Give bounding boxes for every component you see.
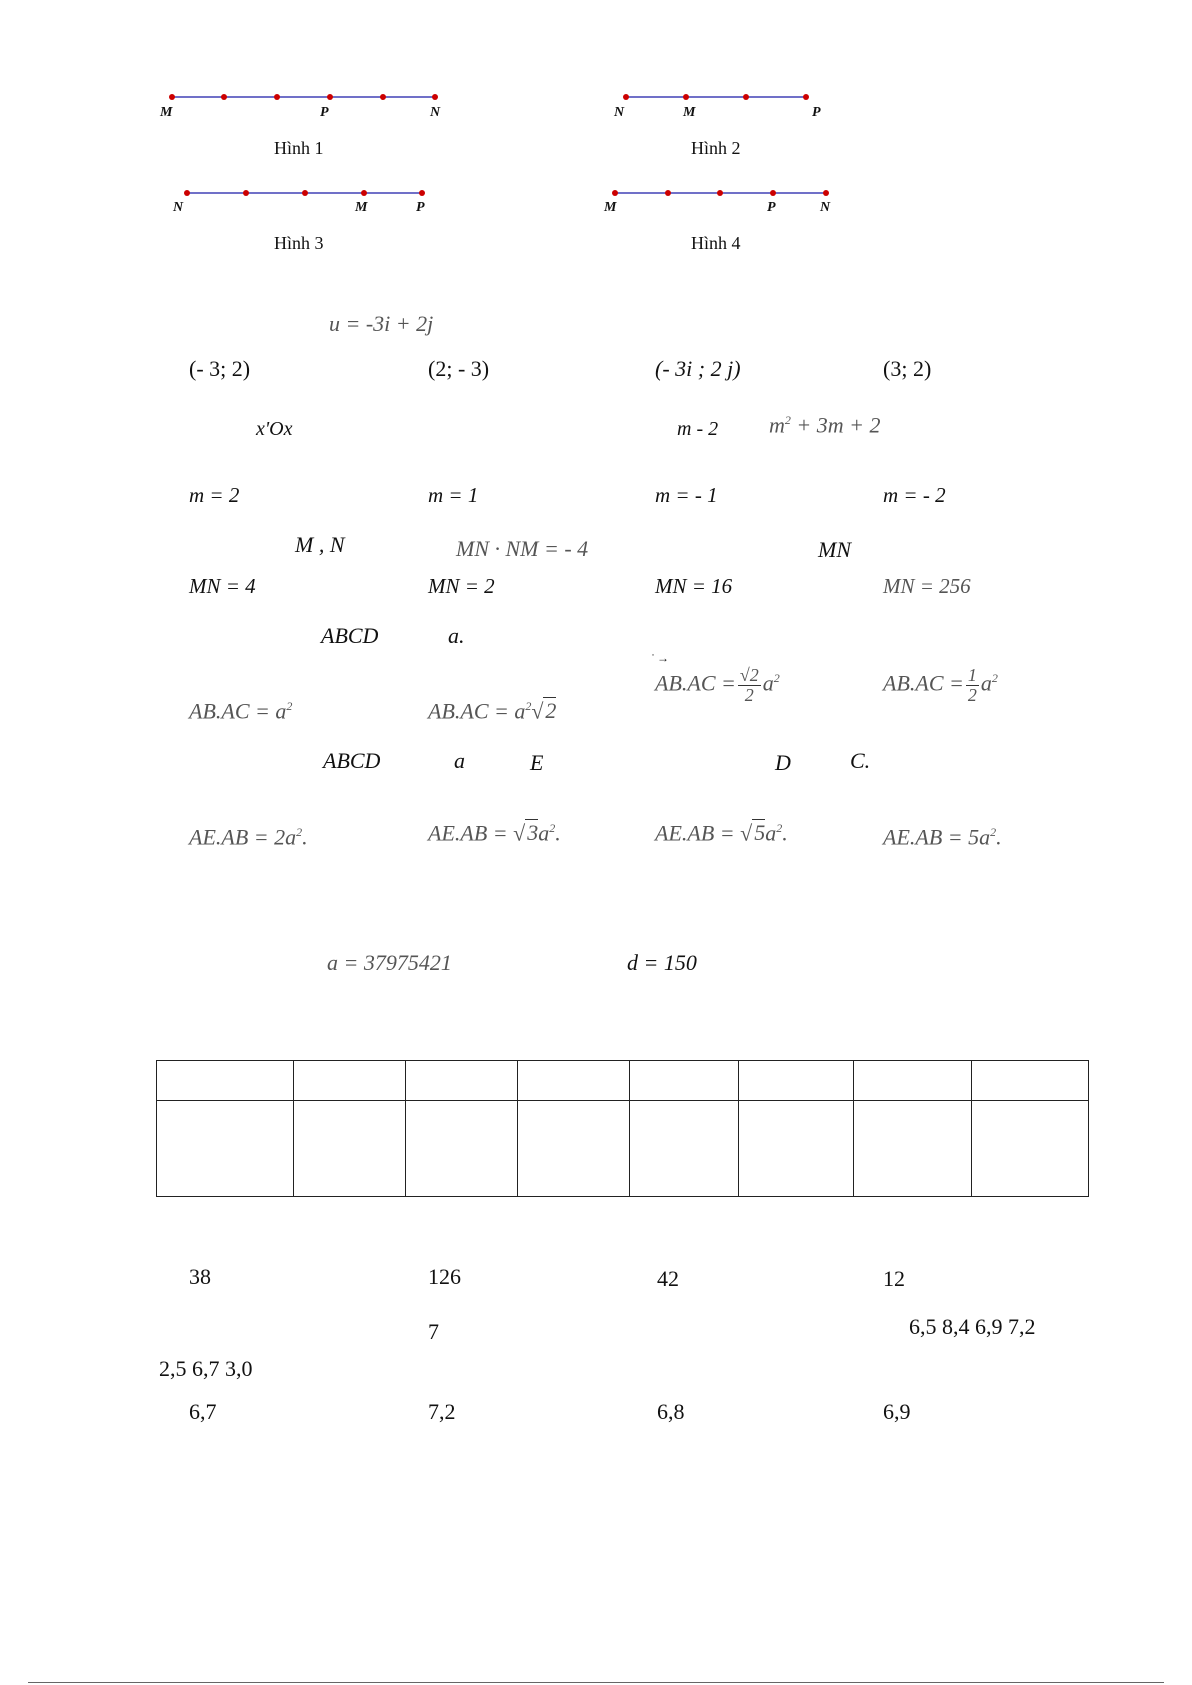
q3-points: M , N [295, 532, 345, 557]
q4-square: ABCD [321, 623, 379, 648]
q7-option-a: 38 [189, 1264, 211, 1289]
fig1-label-p: P [320, 105, 329, 120]
fig4-label-p: P [767, 200, 776, 215]
q1-option-d: (3; 2) [883, 356, 932, 381]
q2-option-d: m = - 2 [883, 483, 946, 507]
table-cell [157, 1061, 294, 1101]
q2-expr1: m - 2 [677, 418, 719, 440]
fig3-label-p: P [416, 200, 425, 215]
q5-option-b: $AE.AB = √3a^2$. [428, 820, 561, 846]
q4-option-b: $AB.AC = a^2√2$ [428, 698, 557, 724]
q7-option-c: 42 [657, 1266, 679, 1291]
q4-side: a. [448, 623, 465, 648]
table-cell [630, 1061, 739, 1101]
table-cell [406, 1061, 518, 1101]
q3-option-b: MN = 2 [428, 574, 495, 598]
q1-vector: u = -3i + 2j [329, 311, 434, 336]
q5-side: a [454, 748, 465, 773]
q6-a: a = 37975421 [327, 950, 452, 975]
fig2-label-n: N [614, 105, 625, 120]
table-cell [518, 1101, 630, 1197]
q2-option-c: m = - 1 [655, 483, 718, 507]
table-cell [157, 1101, 294, 1197]
q2-axis: x'Ox [256, 418, 293, 440]
q5-option-d: $AE.AB = 5a^2$. [883, 824, 1002, 850]
fig3-caption: Hình 3 [274, 233, 324, 253]
q3-product: MN · NM = - 4 [456, 536, 589, 561]
table-cell [854, 1061, 972, 1101]
q1-option-a: (- 3; 2) [189, 356, 251, 381]
fig1-caption: Hình 1 [274, 138, 324, 158]
q1-option-c: (- 3i ; 2 j) [655, 356, 741, 381]
q3-target: MN [818, 537, 851, 562]
frequency-table [156, 1060, 1089, 1197]
q1-option-b: (2; - 3) [428, 356, 490, 381]
q5-square: ABCD [323, 748, 381, 773]
q8-option-c: 6,8 [657, 1399, 685, 1424]
table-cell [854, 1101, 972, 1197]
table-cell [518, 1061, 630, 1101]
q2-option-b: m = 1 [428, 483, 479, 507]
table-cell [972, 1061, 1089, 1101]
fig4-label-n: N [820, 200, 831, 215]
q4-option-d: AB.AC = $\frac{1}{2}$ $a^2$ [883, 665, 998, 705]
table-cell [972, 1101, 1089, 1197]
q4-option-c: AB.AC = $\frac{√2}{2}$ $a^2$ [655, 665, 780, 705]
q8-option-a: 6,7 [189, 1399, 217, 1424]
fig2-label-m: M [683, 105, 696, 120]
fig2-caption: Hình 2 [691, 138, 741, 158]
q5-p2: C. [850, 748, 871, 773]
segment-figures [0, 0, 1192, 260]
q5-option-c: $AE.AB = √5a^2$. [655, 820, 788, 846]
q7-option-d: 12 [883, 1266, 905, 1291]
fig4-caption: Hình 4 [691, 233, 741, 253]
q8-option-b: 7,2 [428, 1399, 456, 1424]
table-cell [630, 1101, 739, 1197]
fig4-label-m: M [604, 200, 617, 215]
page-bottom-rule [28, 1682, 1164, 1683]
q5-p1: D [775, 750, 791, 775]
fig2-label-p: P [812, 105, 821, 120]
q4-option-a: $AB.AC = a^2$ [189, 698, 293, 724]
q5-option-a: $AE.AB = 2a^2$. [189, 824, 308, 850]
table-cell [294, 1101, 406, 1197]
q3-option-a: MN = 4 [189, 574, 256, 598]
q6-d: d = 150 [627, 950, 697, 975]
q3-option-d: MN = 256 [883, 574, 971, 598]
q8-data-line2: 2,5 6,7 3,0 [159, 1356, 253, 1381]
table-cell [294, 1061, 406, 1101]
q8-data-line1: 6,5 8,4 6,9 7,2 [909, 1314, 1036, 1339]
q5-point: E [530, 750, 544, 775]
table-cell [406, 1101, 518, 1197]
table-cell [739, 1061, 854, 1101]
q8-n: 7 [428, 1319, 439, 1344]
q8-option-d: 6,9 [883, 1399, 911, 1424]
q7-option-b: 126 [428, 1264, 461, 1289]
fig1-label-m: M [160, 105, 173, 120]
fig3-label-n: N [173, 200, 184, 215]
q3-option-c: MN = 16 [655, 574, 733, 598]
q2-option-a: m = 2 [189, 483, 240, 507]
q4-arrow-mark: ˙→ [651, 651, 671, 665]
fig1-label-n: N [430, 105, 441, 120]
fig3-label-m: M [355, 200, 368, 215]
table-cell [739, 1101, 854, 1197]
q2-expr2: $m^2 + 3m + 2$ [769, 412, 881, 438]
